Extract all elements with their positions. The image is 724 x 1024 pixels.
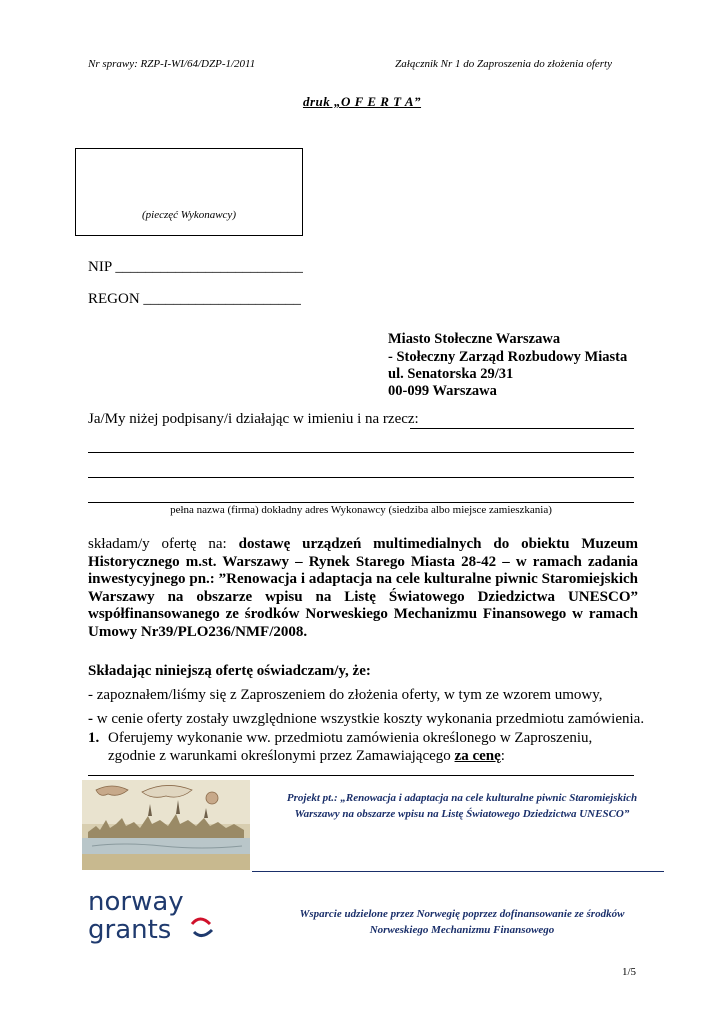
norway-grants-logo [88, 888, 228, 944]
offer-statement [88, 536, 638, 641]
contractor-stamp-box [75, 148, 303, 236]
declaration-item-b [88, 711, 644, 728]
project-line-1: Projekt pt.: „Renowacja i adaptacja na cele kulturalne piwnic Staromiejskich [286, 792, 638, 804]
point-end: : [500, 748, 505, 764]
price-offer-point [88, 729, 638, 765]
declaration-item-b-text: w cenie oferty zostały uwzględnione wszystkie koszty wykonania przedmiotu zamówienia. [93, 711, 645, 727]
nip-field: NIP _________________________ [88, 259, 303, 275]
contractor-name-line-2 [88, 477, 634, 478]
logo-word-grants: grants [88, 915, 172, 944]
offer-lead: składam/y ofertę na: [88, 536, 227, 552]
logo-word-norway: norway [88, 888, 184, 917]
recipient-line-2: - Stołeczny Zarząd Rozbudowy Miasta [388, 349, 628, 365]
offer-subject: dostawę urządzeń multimedialnych do obiektu Muzeum Historycznego m.st. Warszawy – Rynek Starego Miasta 28-42 – w ramach zadania inwestycyjnego pn.: ”Renowacja i adaptacja na cele kulturalne piwnic Staromiejskich Warszawy na obszarze wpisu na Listę Światowego Dziedzictwa UNESCO” współfinansowanego ze środków Norweskiego Mechanizmu Finansowego w ramach Umowy Nr39/PLO236/NMF/2008. [88, 536, 638, 640]
funding-support-note [262, 906, 662, 938]
intro-fill-line [410, 428, 634, 429]
support-line-1: Wsparcie udzielone przez Norwegię poprzez dofinansowanie ze środków [299, 908, 625, 920]
contractor-caption: pełna nazwa (firma) dokładny adres Wykonawcy (siedziba albo miejsce zamieszkania) [170, 504, 552, 516]
declaration-item-a: - zapoznałem/liśmy się z Zaproszeniem do złożenia oferty, w tym ze wzorem umowy, [88, 687, 603, 703]
project-description [262, 790, 662, 822]
declaration-heading: Składając niniejszą ofertę oświadczam/y, że: [88, 663, 371, 679]
support-line-2: Norweskiego Mechanizmu Finansowego [369, 924, 555, 936]
form-title: druk „O F E R T A” [302, 94, 422, 109]
representation-intro [88, 411, 419, 428]
case-number: Nr sprawy: RZP-I-WI/64/DZP-1/2011 [88, 58, 256, 70]
recipient-line-1: Miasto Stołeczne Warszawa [388, 331, 561, 347]
recipient-line-3: ul. Senatorska 29/31 [388, 366, 514, 382]
intro-text: Ja/My niżej podpisany/i działając w imieniu i na rzecz: [88, 411, 419, 427]
stamp-label: (pieczęć Wykonawcy) [142, 209, 236, 221]
project-line-2: Warszawy na obszarze wpisu na Listę Światowego Dziedzictwa UNESCO” [294, 808, 630, 820]
point-emphasis: za cenę [454, 748, 501, 764]
footer-accent-divider [252, 871, 664, 872]
point-text: Oferujemy wykonanie ww. przedmiotu zamówienia określonego w Zaproszeniu, zgodnie z warunkami określonymi przez Zamawiającego [108, 730, 593, 764]
contractor-name-line-3 [88, 502, 634, 503]
declaration-item-b-dash: - [88, 711, 93, 727]
warsaw-panorama-image [82, 780, 250, 870]
contractor-name-line-1 [88, 452, 634, 453]
attachment-label: Załącznik Nr 1 do Zaproszenia do złożenia oferty [395, 58, 612, 70]
footer-divider [88, 775, 634, 776]
regon-field: REGON _____________________ [88, 291, 301, 307]
recipient-line-4: 00-099 Warszawa [388, 383, 497, 399]
page-number: 1/5 [621, 966, 636, 978]
point-number: 1. [88, 730, 100, 746]
